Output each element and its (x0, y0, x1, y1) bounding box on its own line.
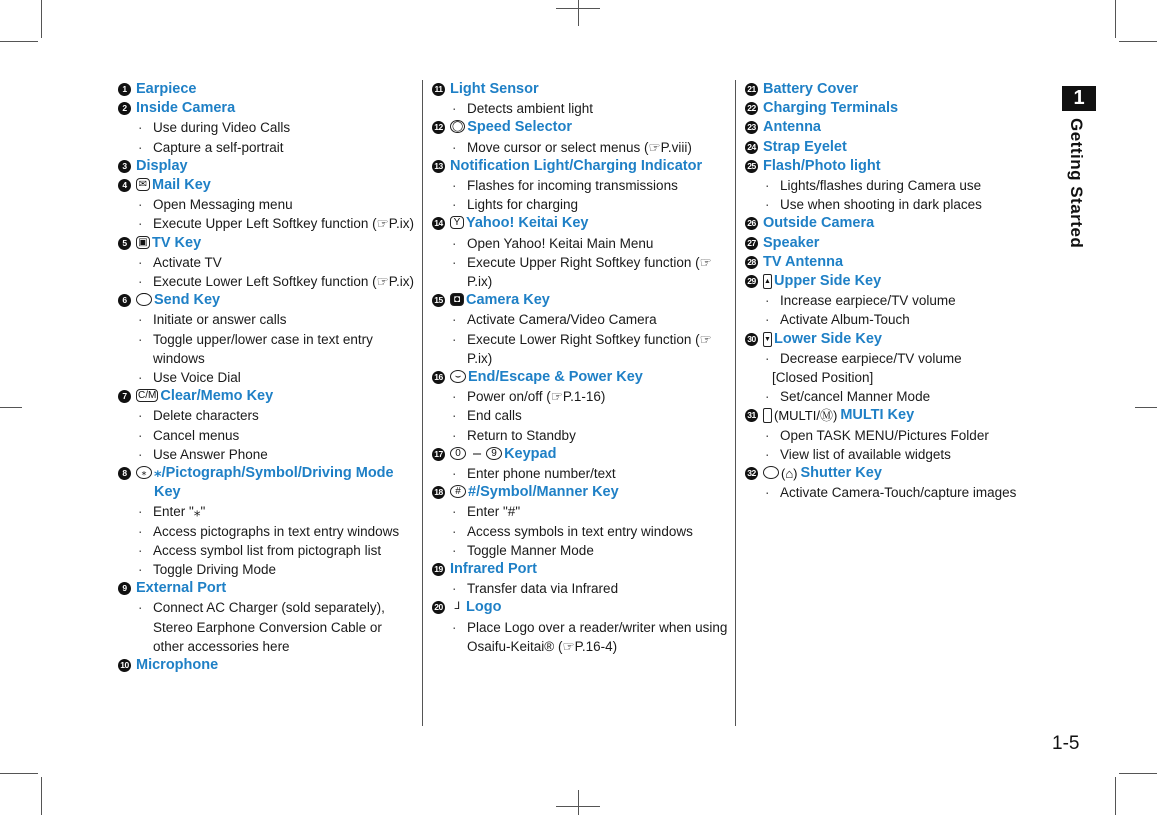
part-title: Logo (466, 599, 502, 616)
function-item: · Activate TV (136, 253, 414, 272)
registration-mark (578, 0, 579, 26)
function-list (432, 310, 728, 368)
part-number-badge: 6 (118, 294, 131, 307)
part-title: Microphone (136, 657, 219, 674)
function-list (432, 99, 728, 118)
part-heading (432, 598, 728, 617)
part-heading (118, 234, 414, 253)
part-entry (745, 138, 1041, 157)
function-item: · Toggle Driving Mode (136, 560, 414, 579)
part-title: TV Key (152, 234, 202, 251)
range-dash: – (473, 445, 482, 462)
part-title: Clear/Memo Key (160, 388, 274, 405)
part-number-badge: 2 (118, 102, 131, 115)
function-item: · Power on/off (☞P.1-16) (450, 387, 728, 406)
function-list (745, 426, 1041, 464)
part-number-badge: 23 (745, 121, 758, 134)
part-number-badge: 31 (745, 409, 758, 422)
part-heading (118, 157, 414, 176)
part-entry (745, 464, 1041, 502)
function-item: · Toggle Manner Mode (450, 541, 728, 560)
part-heading (745, 234, 1041, 253)
part-entry (432, 483, 728, 560)
part-heading (745, 80, 1041, 99)
part-entry (118, 656, 414, 675)
function-list (118, 598, 414, 656)
send-key-icon: ⌒ (136, 293, 152, 306)
part-title: External Port (136, 580, 227, 597)
function-item: · Detects ambient light (450, 99, 728, 118)
part-title: Flash/Photo light (763, 157, 881, 174)
part-entry (432, 445, 728, 483)
part-heading (745, 99, 1041, 118)
part-title: Yahoo! Keitai Key (466, 215, 589, 232)
column-2 (432, 80, 728, 656)
part-heading (745, 118, 1041, 137)
part-number-badge: 7 (118, 390, 131, 403)
registration-mark (0, 407, 22, 408)
function-item: · Execute Upper Right Softkey function (☞P.ix) (450, 253, 728, 291)
function-list (745, 483, 1041, 502)
function-item: · Open TASK MENU/Pictures Folder (763, 426, 1041, 445)
part-entry (432, 560, 728, 598)
part-entry (118, 176, 414, 234)
part-entry (118, 80, 414, 99)
crop-mark (41, 0, 42, 38)
function-list (118, 406, 414, 464)
part-heading (118, 291, 414, 310)
part-entry (745, 253, 1041, 272)
function-list (432, 579, 728, 598)
function-item: · Enter "⁎" (136, 502, 414, 521)
crop-mark (0, 41, 38, 42)
part-title: Upper Side Key (774, 273, 882, 290)
part-entry (118, 464, 414, 579)
part-number-badge: 32 (745, 467, 758, 480)
function-item: · Cancel menus (136, 426, 414, 445)
part-entry (432, 598, 728, 656)
function-list (118, 502, 414, 579)
part-title: Camera Key (466, 292, 550, 309)
part-heading (118, 176, 414, 195)
camera-key-icon: ◘ (450, 293, 464, 306)
part-title: Inside Camera (136, 100, 236, 117)
keypad-zero-key-icon: 0 (450, 447, 466, 460)
part-entry (745, 330, 1041, 407)
function-list (118, 253, 414, 291)
column-divider (735, 80, 736, 726)
key-annotation: (⌂) (781, 466, 798, 482)
part-heading (432, 483, 728, 502)
part-entry (118, 579, 414, 656)
end-key-icon: ⌣ (450, 370, 466, 383)
part-number-badge: 28 (745, 256, 758, 269)
tv-key-icon: ▣ (136, 236, 150, 249)
part-number-badge: 22 (745, 102, 758, 115)
part-number-badge: 3 (118, 160, 131, 173)
part-number-badge: 21 (745, 83, 758, 96)
part-number-badge: 5 (118, 237, 131, 250)
felica-logo-icon: ᒧ (450, 600, 464, 613)
function-item: · Access symbols in text entry windows (450, 522, 728, 541)
part-heading (118, 656, 414, 675)
function-item: · Flashes for incoming transmissions (450, 176, 728, 195)
function-item: · Return to Standby (450, 426, 728, 445)
part-entry (745, 118, 1041, 137)
column-divider (422, 80, 423, 726)
function-list (745, 349, 1041, 368)
function-item: · Activate Camera-Touch/capture images (763, 483, 1041, 502)
part-heading (432, 291, 728, 310)
part-title: Shutter Key (800, 465, 882, 482)
multi-key-icon (763, 408, 772, 423)
part-heading (432, 560, 728, 579)
function-list (432, 234, 728, 292)
function-item: · Access symbol list from pictograph list (136, 541, 414, 560)
part-title: Speaker (763, 234, 820, 251)
keypad-nine-key-icon: 9 (486, 447, 502, 460)
part-heading (745, 464, 1041, 483)
part-heading (118, 80, 414, 99)
part-title: Send Key (154, 292, 221, 309)
function-item: · Initiate or answer calls (136, 310, 414, 329)
part-title: ⁎/Pictograph/Symbol/Driving Mode Key (154, 465, 394, 501)
function-item: · Lights/flashes during Camera use (763, 176, 1041, 195)
function-list (432, 138, 728, 157)
part-title: #/Symbol/Manner Key (468, 484, 619, 501)
column-3 (745, 80, 1041, 502)
function-item: · End calls (450, 406, 728, 425)
mail-key-icon: ✉ (136, 178, 150, 191)
function-list (118, 118, 414, 156)
part-title: Outside Camera (763, 215, 875, 232)
part-entry (432, 157, 728, 215)
part-entry (745, 80, 1041, 99)
part-heading (432, 445, 728, 464)
part-entry (432, 80, 728, 118)
part-heading (118, 99, 414, 118)
part-heading (118, 387, 414, 406)
part-entry (118, 387, 414, 464)
part-number-badge: 11 (432, 83, 445, 96)
part-number-badge: 20 (432, 601, 445, 614)
part-entry (118, 157, 414, 176)
crop-mark (41, 777, 42, 815)
part-heading (745, 157, 1041, 176)
part-heading (118, 579, 414, 598)
part-entry (745, 272, 1041, 330)
crop-mark (1115, 0, 1116, 38)
part-title: Battery Cover (763, 81, 859, 97)
part-heading (745, 406, 1041, 425)
function-item: · Use Voice Dial (136, 368, 414, 387)
function-item: · Execute Upper Left Softkey function (☞P.ix) (136, 214, 414, 233)
chapter-title: Getting Started (1067, 118, 1086, 249)
part-number-badge: 15 (432, 294, 445, 307)
part-heading (432, 118, 728, 137)
part-title: Keypad (504, 445, 557, 462)
crop-mark (0, 773, 38, 774)
function-list (118, 310, 414, 387)
function-item: · Place Logo over a reader/writer when using Osaifu-Keitai® (☞P.16-4) (450, 618, 728, 656)
part-number-badge: 19 (432, 563, 445, 576)
lower-side-key-icon: ▼ (763, 332, 772, 347)
function-list (118, 195, 414, 233)
registration-mark (1135, 407, 1157, 408)
function-item: · Transfer data via Infrared (450, 579, 728, 598)
function-item: · Set/cancel Manner Mode (763, 387, 1041, 406)
yahoo-key-icon: Y (450, 216, 464, 229)
page-number: 1-5 (1052, 733, 1080, 754)
function-item: · Increase earpiece/TV volume (763, 291, 1041, 310)
part-number-badge: 9 (118, 582, 131, 595)
part-number-badge: 30 (745, 333, 758, 346)
function-item: · Execute Lower Left Softkey function (☞P.ix) (136, 272, 414, 291)
hash-key-icon: # (450, 485, 466, 498)
part-title: Notification Light/Charging Indicator (450, 157, 703, 174)
part-entry (118, 99, 414, 157)
part-number-badge: 24 (745, 141, 758, 154)
part-number-badge: 16 (432, 371, 445, 384)
part-title: Lower Side Key (774, 330, 882, 347)
part-title: Strap Eyelet (763, 138, 847, 155)
function-item: · Access pictographs in text entry windows (136, 522, 414, 541)
part-number-badge: 18 (432, 486, 445, 499)
function-item: · Lights for charging (450, 195, 728, 214)
registration-mark (578, 790, 579, 815)
function-item: · Enter "#" (450, 502, 728, 521)
part-entry (432, 291, 728, 368)
function-item: · Execute Lower Right Softkey function (☞P.ix) (450, 330, 728, 368)
function-item: · Delete characters (136, 406, 414, 425)
function-list (745, 387, 1041, 406)
function-item: · Activate Camera/Video Camera (450, 310, 728, 329)
function-item: · Use during Video Calls (136, 118, 414, 137)
part-number-badge: 10 (118, 659, 131, 672)
part-number-badge: 29 (745, 275, 758, 288)
function-list (432, 176, 728, 214)
part-number-badge: 17 (432, 448, 445, 461)
part-title: Display (136, 157, 188, 174)
part-heading (432, 368, 728, 387)
part-title: Mail Key (152, 177, 211, 194)
part-number-badge: 8 (118, 467, 131, 480)
function-item: · Open Messaging menu (136, 195, 414, 214)
crop-mark (1115, 777, 1116, 815)
part-number-badge: 27 (745, 237, 758, 250)
function-item: · Use Answer Phone (136, 445, 414, 464)
part-heading (745, 138, 1041, 157)
function-list (432, 618, 728, 656)
part-title: MULTI Key (840, 407, 915, 424)
function-item: · Open Yahoo! Keitai Main Menu (450, 234, 728, 253)
crop-mark (1119, 773, 1157, 774)
asterisk-key-icon: ⁎ (136, 466, 152, 479)
part-entry (745, 157, 1041, 215)
part-heading (745, 253, 1041, 272)
part-number-badge: 26 (745, 217, 758, 230)
function-list (745, 176, 1041, 214)
function-item: · Enter phone number/text (450, 464, 728, 483)
part-entry (745, 406, 1041, 464)
part-number-badge: 4 (118, 179, 131, 192)
function-item: · Activate Album-Touch (763, 310, 1041, 329)
function-list (432, 387, 728, 445)
clear-memo-key-icon: C/M (138, 390, 157, 402)
part-title: Speed Selector (467, 119, 572, 136)
part-title: Infrared Port (450, 561, 538, 578)
part-entry (118, 291, 414, 387)
part-heading (432, 80, 728, 99)
part-entry (432, 214, 728, 291)
part-entry (745, 234, 1041, 253)
part-number-badge: 14 (432, 217, 445, 230)
part-number-badge: 12 (432, 121, 445, 134)
part-title: End/Escape & Power Key (468, 369, 643, 386)
chapter-number: 1 (1062, 86, 1096, 111)
crop-mark (1119, 41, 1157, 42)
speed-selector-icon: ◯ (452, 121, 464, 133)
function-list (432, 502, 728, 560)
function-item: · Toggle upper/lower case in text entry windows (136, 330, 414, 368)
part-number-badge: 1 (118, 83, 131, 96)
part-entry (432, 368, 728, 445)
part-entry (118, 234, 414, 292)
part-number-badge: 13 (432, 160, 445, 173)
part-entry (745, 99, 1041, 118)
part-heading (432, 157, 728, 176)
shutter-key-icon (763, 466, 779, 479)
function-item: · Decrease earpiece/TV volume (763, 349, 1041, 368)
part-title: Earpiece (136, 81, 197, 97)
function-item: · Capture a self-portrait (136, 138, 414, 157)
part-entry (745, 214, 1041, 233)
part-title: Charging Terminals (763, 100, 899, 117)
part-number-badge: 25 (745, 160, 758, 173)
upper-side-key-icon: ▲ (763, 274, 772, 289)
part-title: Antenna (763, 119, 821, 136)
function-item: · Use when shooting in dark places (763, 195, 1041, 214)
part-entry (432, 118, 728, 156)
column-1 (118, 80, 414, 675)
part-heading (745, 330, 1041, 349)
function-item: · Move cursor or select menus (☞P.viii) (450, 138, 728, 157)
part-heading (432, 214, 728, 233)
part-heading (118, 464, 414, 502)
part-heading (745, 272, 1041, 291)
function-list (745, 291, 1041, 329)
key-annotation: (MULTI/Ⓜ) (774, 408, 838, 424)
part-title: Light Sensor (450, 81, 539, 97)
part-heading (745, 214, 1041, 233)
function-item: · Connect AC Charger (sold separately), Stereo Earphone Conversion Cable or other accessories here (136, 598, 414, 656)
part-title: TV Antenna (763, 253, 844, 270)
function-list (432, 464, 728, 483)
position-label: [Closed Position] (772, 370, 874, 386)
function-item: · View list of available widgets (763, 445, 1041, 464)
